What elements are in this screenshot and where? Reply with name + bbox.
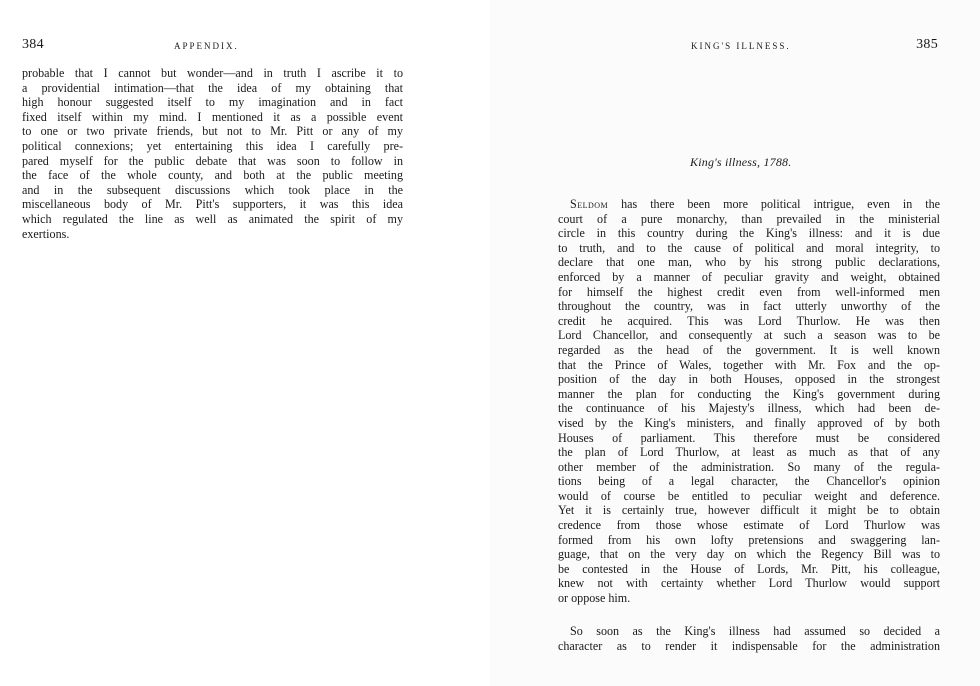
text-line: exertions. bbox=[22, 226, 70, 241]
text-line: political connexions; yet entertaining this idea I carefully pre- bbox=[22, 138, 403, 153]
text-line: Yet it is certainly true, however difficult it might be to obtain bbox=[558, 503, 940, 518]
text-line: probable that I cannot but wonder—and in truth I ascribe it to bbox=[22, 66, 403, 80]
text-line: So soon as the King's illness had assumed so decided a bbox=[570, 624, 940, 638]
right-page bbox=[490, 0, 980, 686]
text-line: would of course be entitled to peculiar weight and deference. bbox=[558, 488, 940, 503]
text-line: be contested in the House of Lords, Mr. Pitt, his colleague, bbox=[558, 561, 940, 576]
text-fragment: has there been more political intrigue, even in the bbox=[608, 197, 940, 211]
text-line: pared myself for the public debate that was soon to follow in bbox=[22, 153, 403, 168]
text-line: to truth, and to the cause of political and moral integrity, to bbox=[558, 240, 940, 255]
text-line: declare that one man, who by his strong public declarations, bbox=[558, 255, 940, 270]
text-line: regarded as the head of the government. It is well known bbox=[558, 342, 940, 357]
text-line: for himself the highest credit even from well-informed men bbox=[558, 284, 940, 299]
text-line: or oppose him. bbox=[558, 591, 631, 606]
text-line: fixed itself within my mind. I mentioned it as a possible event bbox=[22, 109, 403, 124]
text-line: vised by the King's ministers, and finally approved of by both bbox=[558, 415, 940, 430]
left-running-head: APPENDIX. bbox=[174, 41, 239, 51]
right-running-head: KING'S ILLNESS. bbox=[691, 41, 791, 51]
text-line: and in the subsequent discussions which took place in the bbox=[22, 182, 403, 197]
text-line: guage, that on the very day on which the Regency Bill was to bbox=[558, 547, 940, 562]
right-page-number: 385 bbox=[916, 37, 938, 52]
text-line: Lord Chancellor, and consequently at such a season was to be bbox=[558, 328, 940, 343]
text-line: court of a pure monarchy, than prevailed in the ministerial bbox=[558, 211, 940, 226]
paragraph-2 bbox=[558, 624, 940, 653]
text-line: manner the plan for conducting the King's government during bbox=[558, 386, 940, 401]
text-line: knew not with certainty whether Lord Thurlow would support bbox=[558, 576, 940, 591]
text-line: the continuance of his Majesty's illness, which had been de- bbox=[558, 401, 940, 416]
text-line: circle in this country during the King's illness: and it is due bbox=[558, 226, 940, 241]
text-line: a providential intimation—that the idea of my obtaining that bbox=[22, 80, 403, 95]
section-title: King's illness, 1788. bbox=[690, 155, 792, 169]
text-line: miscellaneous body of Mr. Pitt's supporters, it was this idea bbox=[22, 197, 403, 212]
text-line: throughout the country, was in fact utterly unworthy of the bbox=[558, 299, 940, 314]
text-line: which regulated the line as well as animated the spirit of my bbox=[22, 211, 403, 226]
text-line: the face of the whole county, and both at the public meeting bbox=[22, 168, 403, 183]
left-page-number: 384 bbox=[22, 37, 44, 52]
drop-word: Seldom bbox=[570, 197, 609, 211]
text-line: to one or two private friends, but not to Mr. Pitt or any of my bbox=[22, 124, 403, 139]
text-line bbox=[558, 197, 940, 212]
left-body-text bbox=[22, 66, 403, 241]
text-line: Houses of parliament. This therefore must be considered bbox=[558, 430, 940, 445]
text-line: other member of the administration. So many of the regula- bbox=[558, 459, 940, 474]
text-line: high honour suggested itself to my imagination and in fact bbox=[22, 95, 403, 110]
text-line: that the Prince of Wales, together with Mr. Fox and the op- bbox=[558, 357, 940, 372]
text-line: tions being of a legal character, the Chancellor's opinion bbox=[558, 474, 940, 489]
text-line: credit he acquired. This was Lord Thurlow. He was then bbox=[558, 313, 940, 328]
text-line: the plan of Lord Thurlow, at least as much as that of any bbox=[558, 445, 940, 460]
text-line: credence from those whose estimate of Lord Thurlow was bbox=[558, 518, 940, 533]
text-line: character as to render it indispensable for the administration bbox=[558, 638, 940, 653]
text-line: enforced by a manner of peculiar gravity and weight, obtained bbox=[558, 269, 940, 284]
paragraph-1 bbox=[558, 197, 940, 606]
text-line: formed from his own lofty pretensions and swaggering lan- bbox=[558, 532, 940, 547]
text-line: position of the day in both Houses, opposed in the strongest bbox=[558, 372, 940, 387]
